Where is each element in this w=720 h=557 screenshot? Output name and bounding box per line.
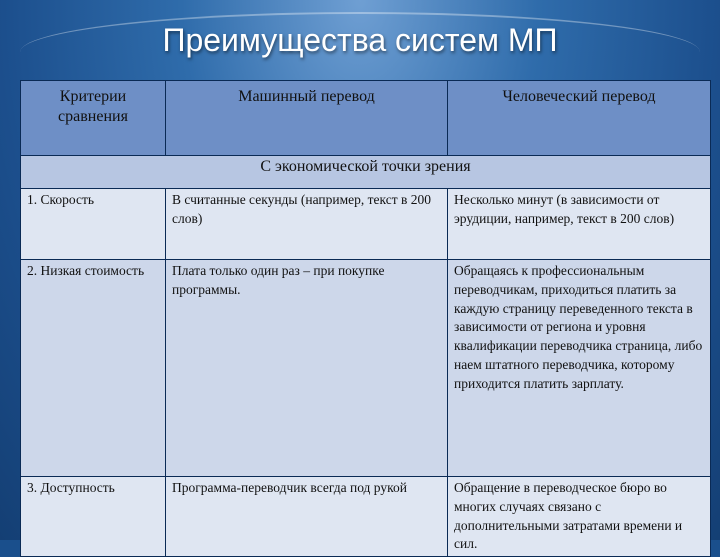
slide-title: Преимущества систем МП [162,22,558,58]
header-criteria: Критерии сравнения [21,81,166,156]
table-row [21,477,711,557]
human-cell: Несколько минут (в зависимости от эрудиции, например, текст в 200 слов) [448,189,711,260]
machine-cell: В считанные секунды (например, текст в 200 слов) [166,189,448,260]
section-row [21,156,711,189]
table-row [21,189,711,260]
criterion-cell: 3. Доступность [21,477,166,557]
section-title: С экономической точки зрения [21,156,711,189]
machine-cell: Программа-переводчик всегда под рукой [166,477,448,557]
criterion-cell: 1. Скорость [21,189,166,260]
human-cell: Обращение в переводческое бюро во многих случаях связано с дополнительными затратами времени и сил. [448,477,711,557]
header-human-translation: Человеческий перевод [448,81,711,156]
table-row [21,260,711,477]
criterion-cell: 2. Низкая стоимость [21,260,166,477]
header-machine-translation: Машинный перевод [166,81,448,156]
human-cell: Обращаясь к профессиональным переводчикам, приходиться платить за каждую страницу переведенного текста в зависимости от региона и уровня квалификации переводчика страница, либо наем штатного переводчика, которому приходится платить зарплату. [448,260,711,477]
comparison-table [20,80,711,557]
table-header-row [21,81,711,156]
machine-cell: Плата только один раз – при покупке программы. [166,260,448,477]
